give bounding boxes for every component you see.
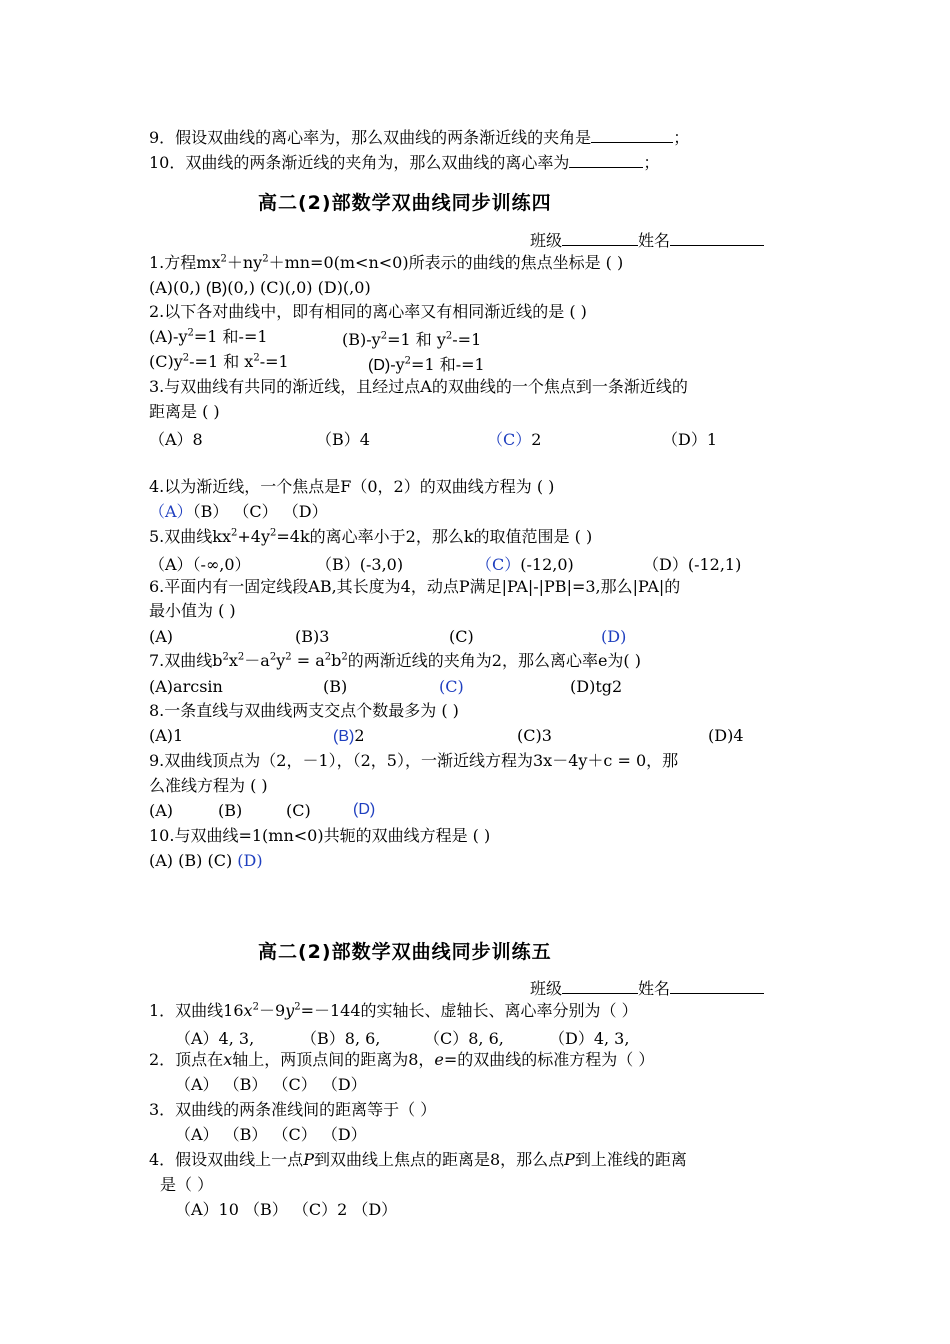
s4-q6-option-c: (C) <box>449 627 474 646</box>
q2-b-part: -=1 <box>452 330 482 349</box>
s4-question-10: 10.与双曲线=1(mn<0)共轭的双曲线方程是 ( ) <box>149 826 491 845</box>
s5-question-4-cont: 是（ ） <box>160 1175 214 1194</box>
q2-c-part: -=1 和 x <box>189 352 254 371</box>
s5-q1-option-a: （A）4, 3, <box>175 1029 255 1048</box>
name-label: 姓名 <box>638 979 671 998</box>
s4-q10-options <box>149 851 263 871</box>
s4-question-6-cont: 最小值为 ( ) <box>149 601 236 620</box>
q5-c-value: (-12,0) <box>520 555 574 574</box>
s4-q5-option-d: （D）(-12,1) <box>643 555 742 574</box>
s4-question-9: 9.双曲线顶点为（2，－1），（2，5），一渐近线方程为3x－4y＋c = 0，那 <box>149 751 679 770</box>
section4-title: 高二(2)部数学双曲线同步训练四 <box>258 192 552 214</box>
superscript: 2 <box>220 253 227 265</box>
s4-question-9-cont: 么准线方程为 ( ) <box>149 776 268 795</box>
s4-q8-option-c: (C)3 <box>517 726 552 745</box>
q5-part: =4k的离心率小于2，那么k的取值范围是 ( ) <box>276 527 593 546</box>
q2-b-part: (B)-y <box>342 330 381 349</box>
s4-q2-option-b <box>342 327 481 350</box>
s4-q7-option-c: (C) <box>439 677 464 696</box>
s4-q5-option-b: （B）(-3,0) <box>316 555 404 574</box>
prev-q10-end: ； <box>643 153 660 172</box>
s5-q2-options: （A） （B） （C） （D） <box>175 1075 367 1094</box>
s4-q9-option-a: (A) <box>149 801 174 820</box>
prev-question-9 <box>149 128 689 148</box>
section5-class-name-line <box>530 976 764 999</box>
s4-q6-option-d: (D) <box>601 627 627 646</box>
s5-q1-part: －9 <box>258 1001 286 1020</box>
answer-blank[interactable] <box>569 153 643 168</box>
s4-question-7 <box>149 651 641 671</box>
option-a: (A)(0,) <box>149 278 201 297</box>
s5-q1-option-b: （B）8, 6, <box>301 1029 381 1048</box>
var-p: P <box>564 1150 575 1169</box>
s4-q1-part: ＋mn=0(m<n<0)所表示的曲线的焦点坐标是 ( ) <box>268 253 624 272</box>
answer-blank[interactable] <box>591 128 673 143</box>
var-e: e <box>434 1050 444 1069</box>
s4-q9-option-d: (D) <box>353 801 376 818</box>
var-x: x <box>243 1001 253 1020</box>
s4-q4-options <box>149 502 328 522</box>
q4-option-a: （A） <box>149 502 193 521</box>
s4-q5-option-a: （A）（-∞,0） <box>149 555 251 574</box>
q3-c-label: （C） <box>487 430 532 449</box>
superscript: 2 <box>285 651 292 663</box>
s4-q9-option-c: (C) <box>286 801 311 820</box>
q4-options-rest: （B） （C） （D） <box>192 502 328 521</box>
s4-q2-option-a <box>149 327 268 347</box>
q2-d-part: -y <box>390 355 405 374</box>
superscript: 2 <box>253 352 260 364</box>
s5-q1-part: =－144的实轴长、虚轴长、离心率分别为（ ） <box>300 1001 638 1020</box>
s4-q2-option-c <box>149 352 289 372</box>
q3-c-value: 2 <box>531 430 542 449</box>
s4-q6-option-a: (A) <box>149 627 174 646</box>
s4-question-4: 4.以为渐近线，一个焦点是F（0，2）的双曲线方程为 ( ) <box>149 477 555 496</box>
s4-question-2: 2.以下各对曲线中，即有相同的离心率又有相同渐近线的是 ( ) <box>149 302 587 321</box>
prev-q9-end: ； <box>673 128 690 147</box>
class-blank[interactable] <box>562 231 638 246</box>
q2-c-part: -=1 <box>259 352 289 371</box>
var-p: P <box>303 1150 314 1169</box>
name-blank[interactable] <box>670 979 764 994</box>
q5-c-label: （C） <box>476 555 521 574</box>
q7-part: 的两渐近线的夹角为2，那么离心率e为( ) <box>347 651 641 670</box>
q8-b-value: 2 <box>354 726 365 745</box>
s4-q3-option-b: （B）4 <box>316 430 370 449</box>
class-label: 班级 <box>530 231 563 250</box>
superscript: 2 <box>294 1001 301 1013</box>
s5-question-1 <box>149 1001 638 1021</box>
q7-part: x <box>228 651 238 670</box>
superscript: 2 <box>222 651 229 663</box>
option-rest: (0,) (C)(,0) (D)(,0) <box>227 278 371 297</box>
name-label: 姓名 <box>638 231 671 250</box>
superscript: 2 <box>231 527 238 539</box>
s4-question-3-cont: 距离是 ( ) <box>149 402 220 421</box>
q10-options: (A) (B) (C) <box>149 851 238 870</box>
superscript: 2 <box>187 327 194 339</box>
s4-q3-option-c <box>487 427 541 450</box>
s5-q4-part: 4．假设双曲线上一点 <box>149 1150 304 1169</box>
s4-question-8: 8.一条直线与双曲线两支交点个数最多为 ( ) <box>149 701 459 720</box>
s5-q4-part: 到双曲线上焦点的距离是8，那么点 <box>313 1150 565 1169</box>
superscript: 2 <box>341 651 348 663</box>
s4-q8-option-a: (A)1 <box>149 726 184 745</box>
superscript: 2 <box>404 355 412 367</box>
superscript: 2 <box>270 527 277 539</box>
s4-q8-option-d: (D)4 <box>708 726 744 745</box>
section4-class-name-line <box>530 228 764 251</box>
s4-q9-option-b: (B) <box>218 801 243 820</box>
q2-c-part: (C)y <box>149 352 183 371</box>
q7-part: －a <box>244 651 270 670</box>
s4-q7-option-b: (B) <box>323 677 348 696</box>
prev-q10-text: 10．双曲线的两条渐近线的夹角为，那么双曲线的离心率为 <box>149 153 570 172</box>
s4-q6-option-b: (B)3 <box>295 627 330 646</box>
s4-question-5 <box>149 527 592 547</box>
q10-option-d: (D) <box>237 851 263 870</box>
q7-part: b <box>331 651 342 670</box>
s4-q7-option-a: (A)arcsin <box>149 677 223 696</box>
q8-b-label: (B) <box>333 728 355 745</box>
s4-question-3: 3.与双曲线有共同的渐近线，且经过点A的双曲线的一个焦点到一条渐近线的 <box>149 377 688 396</box>
q7-part: y <box>276 651 286 670</box>
s5-q1-part: 1．双曲线16 <box>149 1001 244 1020</box>
prev-q9-text: 9．假设双曲线的离心率为，那么双曲线的两条渐近线的夹角是 <box>149 128 592 147</box>
s5-q1-option-d: （D）4, 3, <box>549 1029 630 1048</box>
s4-question-6: 6.平面内有一固定线段AB,其长度为4，动点P满足|PA|-|PB|=3,那么|PA|的 <box>149 577 681 596</box>
name-blank[interactable] <box>670 231 764 246</box>
s5-question-2 <box>149 1050 654 1070</box>
s5-question-4 <box>149 1150 687 1170</box>
s5-q2-part: 轴上，两顶点间的距离为8， <box>232 1050 435 1069</box>
section5-title: 高二(2)部数学双曲线同步训练五 <box>258 941 552 963</box>
s4-q1-part: ＋ny <box>226 253 263 272</box>
s5-q4-options: （A）10 （B） （C）2 （D） <box>175 1200 398 1219</box>
q2-b-part: =1 和 y <box>387 330 446 349</box>
s5-q4-part: 到上准线的距离 <box>574 1150 687 1169</box>
q2-a-part: =1 和-=1 <box>193 327 268 346</box>
var-y: y <box>285 1001 295 1020</box>
option-b: (B) <box>205 280 228 297</box>
prev-question-10 <box>149 153 659 173</box>
var-x: x <box>223 1050 233 1069</box>
s5-q2-part: 2．顶点在 <box>149 1050 224 1069</box>
superscript: 2 <box>324 651 332 663</box>
s4-q7-option-d: (D)tg2 <box>570 677 623 696</box>
q2-d-part: =1 和-=1 <box>411 355 485 374</box>
s5-q1-option-c: （C）8, 6, <box>424 1029 504 1048</box>
q2-d-part: (D) <box>368 357 391 374</box>
q7-part: 7.双曲线b <box>149 651 223 670</box>
s4-question-1 <box>149 253 623 273</box>
superscript: 2 <box>269 651 277 663</box>
q2-a-part: (A)-y <box>149 327 188 346</box>
s4-q1-part: 1.方程mx <box>149 253 221 272</box>
s4-q1-options <box>149 278 371 299</box>
s4-q8-option-b <box>333 726 365 746</box>
q5-part: +4y <box>237 527 270 546</box>
s4-q3-option-d: （D）1 <box>662 430 718 449</box>
s5-q3-options: （A） （B） （C） （D） <box>175 1125 367 1144</box>
superscript: 2 <box>237 651 245 663</box>
q5-part: 5.双曲线kx <box>149 527 231 546</box>
class-blank[interactable] <box>562 979 638 994</box>
superscript: 2 <box>445 330 453 342</box>
s5-question-3: 3．双曲线的两条准线间的距离等于（ ） <box>149 1100 437 1119</box>
q7-part: = a <box>291 651 325 670</box>
superscript: 2 <box>182 352 190 364</box>
superscript: 2 <box>380 330 388 342</box>
s4-q2-option-d <box>368 352 485 375</box>
superscript: 2 <box>262 253 269 265</box>
s4-q3-option-a: （A）8 <box>149 430 203 449</box>
s4-q5-option-c <box>476 552 574 575</box>
superscript: 2 <box>252 1001 259 1013</box>
class-label: 班级 <box>530 979 563 998</box>
s5-q2-part: =的双曲线的标准方程为（ ） <box>443 1050 655 1069</box>
